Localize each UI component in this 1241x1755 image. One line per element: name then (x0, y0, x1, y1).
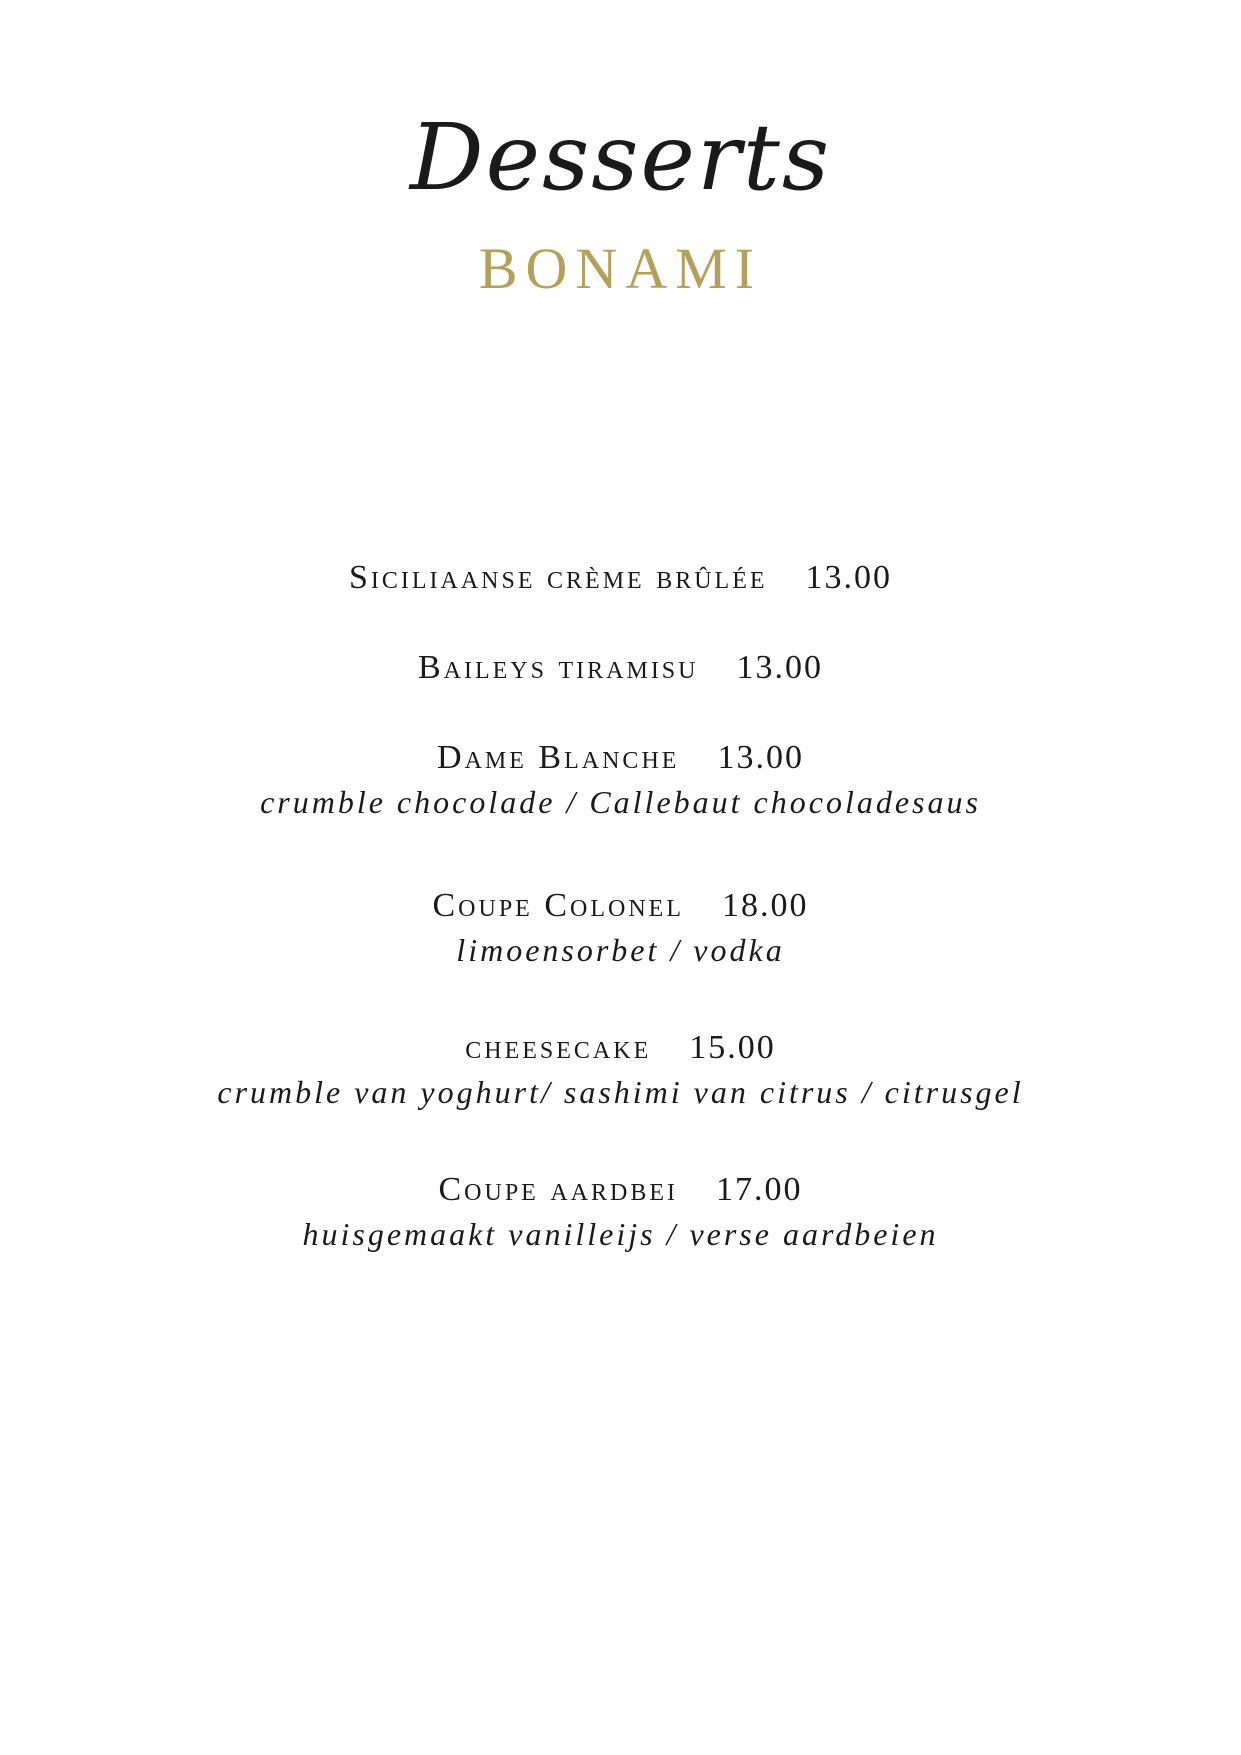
menu-item-price: 18.00 (722, 887, 809, 924)
menu-item-price: 13.00 (717, 739, 804, 776)
menu-item-name: Baileys tiramisu (417, 649, 699, 686)
menu-item-line (0, 884, 1241, 928)
menu-item (0, 1168, 1241, 1256)
menu-item-name: cheesecake (465, 1029, 652, 1066)
menu-item-name: Coupe Colonel (432, 887, 684, 924)
menu-item-name: Coupe aardbei (438, 1171, 678, 1208)
brand-name: BONAMI (478, 236, 763, 301)
menu-item (0, 884, 1241, 972)
menu-item-description: huisgemaakt vanilleijs / verse aardbeien (302, 1216, 939, 1252)
menu-item-name: Dame Blanche (437, 739, 680, 776)
menu-item-line (0, 646, 1241, 690)
menu-item-line (0, 1168, 1241, 1212)
menu-item-price: 15.00 (689, 1029, 776, 1066)
menu-item-description: limoensorbet / vodka (456, 932, 785, 968)
menu-item-price: 13.00 (805, 559, 893, 596)
menu-item-price: 13.00 (736, 649, 823, 686)
menu-item-description: crumble van yoghurt/ sashimi van citrus / citrusgel (217, 1074, 1024, 1110)
menu-item-description: crumble chocolade / Callebaut chocoladesaus (260, 784, 981, 820)
menu-item (0, 1026, 1241, 1114)
page-title: Desserts (409, 104, 832, 211)
menu-item (0, 646, 1241, 690)
menu-item-line (0, 736, 1241, 780)
menu-item-line (0, 1026, 1241, 1070)
menu-item-price: 17.00 (716, 1171, 803, 1208)
menu-item-name: Siciliaanse crème brûlée (348, 559, 768, 596)
menu-item-line (0, 556, 1241, 600)
menu-item (0, 556, 1241, 600)
menu-item (0, 736, 1241, 824)
